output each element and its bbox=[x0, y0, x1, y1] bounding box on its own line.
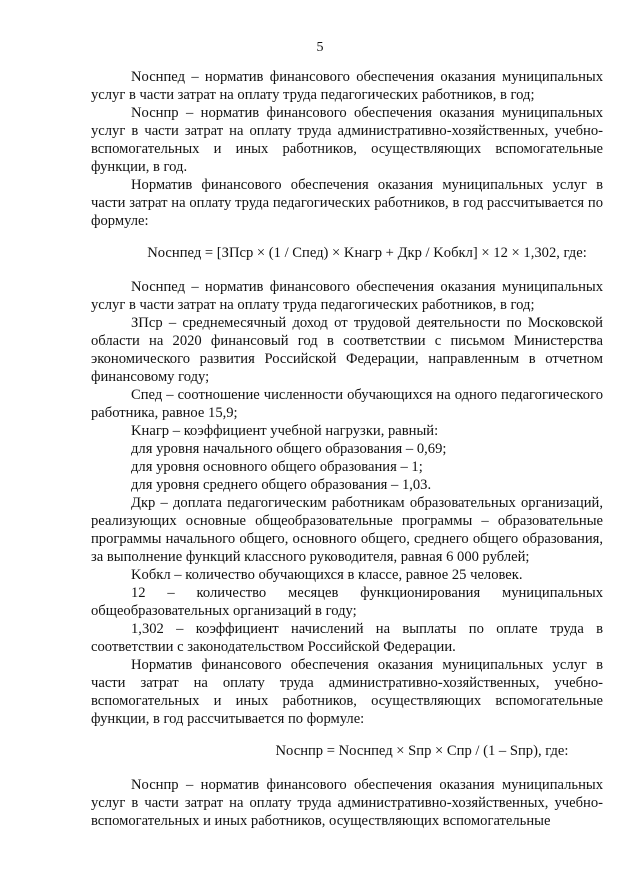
list-item: для уровня начального общего образования – 0,69; bbox=[131, 441, 447, 457]
definition: 1,302 – коэффициент начислений на выплаты по оплате труда в соответствии с законодательством Российской Федерации. bbox=[91, 621, 603, 655]
definition: Kнагр – коэффициент учебной нагрузки, равный: bbox=[131, 423, 439, 439]
definition: Nоснпр – норматив финансового обеспечения оказания муниципальных услуг в части затрат на оплату труда административно-хозяйственных, учебно-вспомогательных и иных работников, осуществляющих вспомогательные bbox=[91, 777, 603, 829]
definition: Дкр – доплата педагогическим работникам образовательных организаций, реализующих основные общеобразовательные программы – образовательные программы начального общего, основного общего, среднего общего образования, за выполнение функций классного руководителя, равная 6 000 рублей; bbox=[91, 495, 603, 565]
paragraph: Норматив финансового обеспечения оказания муниципальных услуг в части затрат на оплату труда педагогических работников, в год рассчитывается по формуле: bbox=[91, 177, 603, 229]
definition: Nоснпед – норматив финансового обеспечения оказания муниципальных услуг в части затрат на оплату труда педагогических работников, в год; bbox=[91, 279, 603, 313]
list-item: для уровня среднего общего образования – 1,03. bbox=[131, 477, 432, 493]
definition: 12 – количество месяцев функционирования муниципальных общеобразовательных организаций в году; bbox=[91, 585, 603, 619]
definition: Спед – соотношение численности обучающихся на одного педагогического работника, равное 15,9; bbox=[91, 387, 603, 421]
formula-support-staff: Nоснпр = Nоснпед × Sпр × Спр / (1 – Sпр), где: bbox=[275, 743, 569, 759]
list-item: для уровня основного общего образования – 1; bbox=[131, 459, 423, 475]
definition: ЗПср – среднемесячный доход от трудовой деятельности по Московской области на 2020 финансовый год в соответствии с письмом Министерства экономического развития Российской Федерации, направленным в отчетном финансовому году; bbox=[91, 315, 603, 385]
definition: Kобкл – количество обучающихся в классе, равное 25 человек. bbox=[131, 567, 523, 583]
paragraph: Nоснпед – норматив финансового обеспечения оказания муниципальных услуг в части затрат на оплату труда педагогических работников, в год; bbox=[91, 69, 603, 103]
formula-teachers: Nоснпед = [ЗПср × (1 / Спед) × Kнагр + Дкр / Kобкл] × 12 × 1,302, где: bbox=[147, 245, 587, 261]
paragraph: Nоснпр – норматив финансового обеспечения оказания муниципальных услуг в части затрат на оплату труда административно-хозяйственных, учебно-вспомогательных и иных работников, осуществляющих вспомогательные функции, в год. bbox=[91, 105, 603, 175]
document-body bbox=[91, 68, 603, 830]
page-number: 5 bbox=[316, 40, 324, 55]
paragraph: Норматив финансового обеспечения оказания муниципальных услуг в части затрат на оплату труда административно-хозяйственных, учебно-вспомогательных и иных работников, осуществляющих вспомогательные функции, в год рассчитывается по формуле: bbox=[91, 657, 603, 727]
